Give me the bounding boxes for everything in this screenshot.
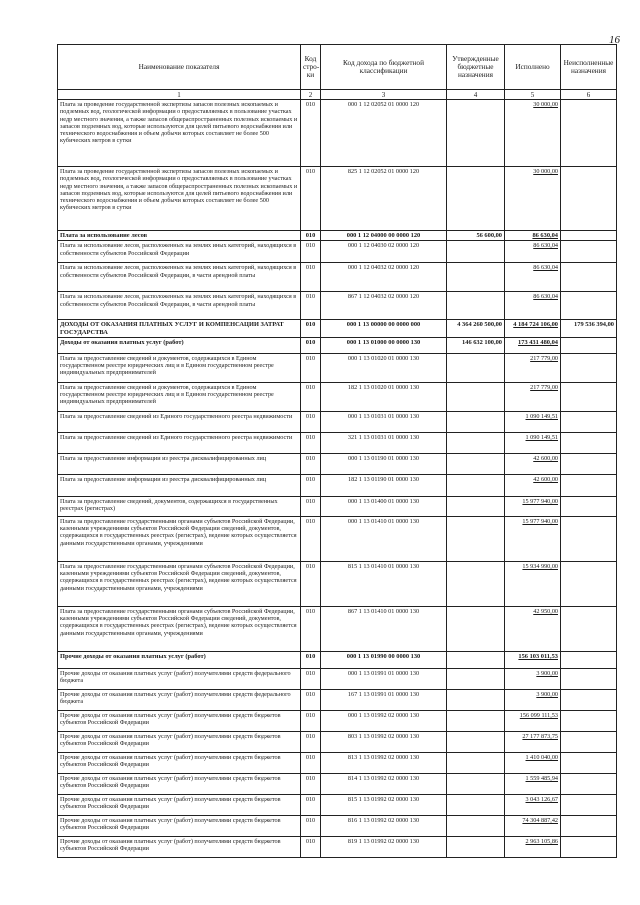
- table-row: [58, 292, 617, 320]
- row-approved: [447, 815, 505, 836]
- row-unexecuted: [561, 411, 617, 432]
- row-executed: 2 963 105,86: [505, 836, 561, 857]
- row-income-code: 000 1 13 01410 01 0000 130: [321, 516, 447, 561]
- row-executed: 42 600,00: [505, 453, 561, 474]
- row-code: 010: [301, 100, 321, 167]
- row-code: 010: [301, 382, 321, 411]
- row-executed: 86 630,04: [505, 263, 561, 292]
- row-approved: [447, 651, 505, 668]
- header-income-code: Код дохода по бюджетной классификации: [321, 45, 447, 90]
- table-row: [58, 731, 617, 752]
- row-unexecuted: [561, 241, 617, 263]
- row-income-code: 000 1 13 00000 00 0000 000: [321, 320, 447, 338]
- column-number: 4: [447, 90, 505, 100]
- row-code: 010: [301, 241, 321, 263]
- row-name: Доходы от оказания платных услуг (работ): [58, 337, 301, 353]
- row-code: 010: [301, 651, 321, 668]
- row-unexecuted: [561, 651, 617, 668]
- row-code: 010: [301, 668, 321, 689]
- row-unexecuted: [561, 561, 617, 606]
- row-approved: [447, 710, 505, 731]
- row-income-code: 000 1 13 01190 01 0000 130: [321, 453, 447, 474]
- row-unexecuted: 179 536 394,00: [561, 320, 617, 338]
- income-table: [57, 44, 617, 858]
- row-code: 010: [301, 561, 321, 606]
- row-approved: [447, 731, 505, 752]
- header-approved: Утвержденные бюджетные назначения: [447, 45, 505, 90]
- row-income-code: 182 1 13 01190 01 0000 130: [321, 474, 447, 496]
- row-name: Прочие доходы от оказания платных услуг (работ) получателями средств бюджетов субъектов Российской Федерации: [58, 752, 301, 773]
- table-row: [58, 337, 617, 353]
- table-row: [58, 516, 617, 561]
- row-approved: [447, 689, 505, 710]
- row-name: Прочие доходы от оказания платных услуг (работ) получателями средств бюджетов субъектов Российской Федерации: [58, 731, 301, 752]
- row-name: Плата за предоставление сведений из Единого государственного реестра недвижимости: [58, 432, 301, 453]
- table-row: [58, 651, 617, 668]
- column-number: 2: [301, 90, 321, 100]
- row-approved: [447, 353, 505, 382]
- row-income-code: 819 1 13 01992 02 0000 130: [321, 836, 447, 857]
- row-name: Прочие доходы от оказания платных услуг (работ) получателями средств федерального бюджета: [58, 668, 301, 689]
- row-name: Плата за предоставление информации из реестра дисквалифицированных лиц: [58, 453, 301, 474]
- row-unexecuted: [561, 353, 617, 382]
- row-income-code: 815 1 13 01992 02 0000 130: [321, 794, 447, 815]
- row-approved: [447, 794, 505, 815]
- row-name: Прочие доходы от оказания платных услуг (работ) получателями средств бюджетов субъектов Российской Федерации: [58, 836, 301, 857]
- row-unexecuted: [561, 752, 617, 773]
- row-executed: 15 934 990,00: [505, 561, 561, 606]
- table-row: [58, 752, 617, 773]
- row-unexecuted: [561, 668, 617, 689]
- row-income-code: 803 1 13 01992 02 0000 130: [321, 731, 447, 752]
- row-executed: 3 900,00: [505, 668, 561, 689]
- header-code: Код стро-ки: [301, 45, 321, 90]
- row-name: Плата за использование лесов, расположенных на землях иных категорий, находящихся в собственности субъектов Российской Федерации, в части арендной платы: [58, 292, 301, 320]
- row-income-code: 000 1 13 01992 02 0000 130: [321, 710, 447, 731]
- row-name: Прочие доходы от оказания платных услуг (работ) получателями средств бюджетов субъектов Российской Федерации: [58, 710, 301, 731]
- row-code: 010: [301, 815, 321, 836]
- row-unexecuted: [561, 292, 617, 320]
- row-code: 010: [301, 411, 321, 432]
- row-income-code: 867 1 13 01410 01 0000 130: [321, 606, 447, 651]
- row-code: 010: [301, 516, 321, 561]
- header-row: [58, 45, 617, 90]
- row-code: 010: [301, 353, 321, 382]
- row-name: Плата за предоставление сведений и документов, содержащихся в Едином государственном реестре юридических лиц и в Едином государственном реестре индивидуальных предпринимателей: [58, 382, 301, 411]
- table-row: [58, 474, 617, 496]
- row-name: Прочие доходы от оказания платных услуг (работ) получателями средств федерального бюджета: [58, 689, 301, 710]
- row-unexecuted: [561, 474, 617, 496]
- row-income-code: 000 1 12 04000 00 0000 120: [321, 231, 447, 241]
- row-approved: [447, 241, 505, 263]
- row-name: Плата за использование лесов: [58, 231, 301, 241]
- column-number: 6: [561, 90, 617, 100]
- row-income-code: 000 1 13 01990 00 0000 130: [321, 651, 447, 668]
- table-row: [58, 263, 617, 292]
- row-approved: [447, 432, 505, 453]
- table-row: [58, 100, 617, 167]
- row-code: 010: [301, 773, 321, 794]
- row-approved: 146 632 100,00: [447, 337, 505, 353]
- row-income-code: 167 1 13 01991 01 0000 130: [321, 689, 447, 710]
- row-unexecuted: [561, 167, 617, 231]
- table-row: [58, 710, 617, 731]
- row-unexecuted: [561, 689, 617, 710]
- row-income-code: 000 1 13 01020 01 0000 130: [321, 353, 447, 382]
- column-number: 3: [321, 90, 447, 100]
- header-executed: Исполнено: [505, 45, 561, 90]
- row-executed: 1 559 485,94: [505, 773, 561, 794]
- row-executed: 30 000,00: [505, 100, 561, 167]
- table-row: [58, 353, 617, 382]
- row-income-code: 000 1 13 01031 01 0000 130: [321, 411, 447, 432]
- row-unexecuted: [561, 337, 617, 353]
- row-name: Плата за предоставление государственными органами субъектов Российской Федерации, казенными учреждениями субъектов Российской Федерации сведений, документов, содержащихся в государственных реестрах (регистрах), ведение которых осуществляется данными государственными органами, учреждениями: [58, 561, 301, 606]
- row-executed: 156 099 111,53: [505, 710, 561, 731]
- table-row: [58, 453, 617, 474]
- row-approved: [447, 263, 505, 292]
- table-row: [58, 606, 617, 651]
- row-unexecuted: [561, 606, 617, 651]
- header-unexecuted: Неисполненные назначения: [561, 45, 617, 90]
- row-executed: 3 043 126,67: [505, 794, 561, 815]
- row-unexecuted: [561, 794, 617, 815]
- row-executed: 4 184 724 106,00: [505, 320, 561, 338]
- table-row: [58, 382, 617, 411]
- row-name: Плата за использование лесов, расположенных на землях иных категорий, находящихся в собственности субъектов Российской Федерации: [58, 241, 301, 263]
- row-code: 010: [301, 167, 321, 231]
- row-name: Плата за предоставление информации из реестра дисквалифицированных лиц: [58, 474, 301, 496]
- row-unexecuted: [561, 496, 617, 516]
- row-executed: 217 779,00: [505, 382, 561, 411]
- row-code: 010: [301, 432, 321, 453]
- row-income-code: 813 1 13 01992 02 0000 130: [321, 752, 447, 773]
- row-executed: 42 600,00: [505, 474, 561, 496]
- row-name: Плата за предоставление сведений из Единого государственного реестра недвижимости: [58, 411, 301, 432]
- row-code: 010: [301, 263, 321, 292]
- header-name: Наименование показателя: [58, 45, 301, 90]
- table-row: [58, 668, 617, 689]
- row-income-code: 000 1 13 01991 01 0000 130: [321, 668, 447, 689]
- row-unexecuted: [561, 263, 617, 292]
- row-code: 010: [301, 836, 321, 857]
- table-body: [58, 100, 617, 858]
- row-income-code: 182 1 13 01020 01 0000 130: [321, 382, 447, 411]
- table-row: [58, 231, 617, 241]
- row-executed: 86 630,04: [505, 292, 561, 320]
- row-executed: 30 000,00: [505, 167, 561, 231]
- row-code: 010: [301, 453, 321, 474]
- table-row: [58, 794, 617, 815]
- table-row: [58, 773, 617, 794]
- row-unexecuted: [561, 710, 617, 731]
- row-code: 010: [301, 231, 321, 241]
- row-executed: 173 431 480,04: [505, 337, 561, 353]
- row-executed: 27 177 873,75: [505, 731, 561, 752]
- row-approved: [447, 292, 505, 320]
- row-unexecuted: [561, 432, 617, 453]
- row-income-code: 321 1 13 01031 01 0000 130: [321, 432, 447, 453]
- table-row: [58, 815, 617, 836]
- row-code: 010: [301, 689, 321, 710]
- row-approved: [447, 453, 505, 474]
- row-executed: 217 779,00: [505, 353, 561, 382]
- row-executed: 1 090 149,51: [505, 411, 561, 432]
- row-name: Плата за использование лесов, расположенных на землях иных категорий, находящихся в собственности субъектов Российской Федерации, в части арендной платы: [58, 263, 301, 292]
- row-unexecuted: [561, 100, 617, 167]
- row-name: Плата за предоставление сведений и документов, содержащихся в Едином государственном реестре юридических лиц и в Едином государственном реестре индивидуальных предпринимателей: [58, 353, 301, 382]
- row-executed: 1 090 149,51: [505, 432, 561, 453]
- row-name: Прочие доходы от оказания платных услуг (работ) получателями средств бюджетов субъектов Российской Федерации: [58, 815, 301, 836]
- column-number-row: [58, 90, 617, 100]
- row-name: Плата за предоставление государственными органами субъектов Российской Федерации, казенными учреждениями субъектов Российской Федерации сведений, документов, содержащихся в государственных реестрах (регистрах), ведение которых осуществляется данными государственными органами, учреждениями: [58, 606, 301, 651]
- column-number: 1: [58, 90, 301, 100]
- row-income-code: 867 1 12 04032 02 0000 120: [321, 292, 447, 320]
- row-code: 010: [301, 474, 321, 496]
- row-income-code: 816 1 13 01992 02 0000 130: [321, 815, 447, 836]
- row-unexecuted: [561, 382, 617, 411]
- row-code: 010: [301, 731, 321, 752]
- row-approved: [447, 561, 505, 606]
- row-unexecuted: [561, 773, 617, 794]
- row-executed: 15 977 940,00: [505, 516, 561, 561]
- row-unexecuted: [561, 516, 617, 561]
- row-name: Прочие доходы от оказания платных услуг (работ) получателями средств бюджетов субъектов Российской Федерации: [58, 794, 301, 815]
- row-unexecuted: [561, 731, 617, 752]
- row-executed: 74 304 887,42: [505, 815, 561, 836]
- column-number: 5: [505, 90, 561, 100]
- row-income-code: 815 1 13 01410 01 0000 130: [321, 561, 447, 606]
- row-name: Прочие доходы от оказания платных услуг (работ): [58, 651, 301, 668]
- row-name: Плата за проведение государственной экспертизы запасов полезных ископаемых и подземных вод, геологической информации о предоставляемых в пользование участках недр местного значения, а также запасов общераспространенных полезных ископаемых и запасов подземных вод, которые используются для целей питьевого водоснабжения или технического водоснабжения и объем добычи которых составляет не более 500 кубических метров в сутки: [58, 100, 301, 167]
- row-approved: [447, 836, 505, 857]
- table-row: [58, 689, 617, 710]
- row-executed: 15 977 940,00: [505, 496, 561, 516]
- table-row: [58, 561, 617, 606]
- row-code: 010: [301, 496, 321, 516]
- row-code: 010: [301, 794, 321, 815]
- row-approved: 56 600,00: [447, 231, 505, 241]
- row-code: 010: [301, 752, 321, 773]
- row-income-code: 825 1 12 02052 01 0000 120: [321, 167, 447, 231]
- row-executed: 156 103 011,53: [505, 651, 561, 668]
- row-executed: 86 630,04: [505, 231, 561, 241]
- row-code: 010: [301, 320, 321, 338]
- table-row: [58, 320, 617, 338]
- row-income-code: 000 1 12 02052 01 0000 120: [321, 100, 447, 167]
- row-approved: [447, 411, 505, 432]
- table-row: [58, 496, 617, 516]
- row-name: Плата за проведение государственной экспертизы запасов полезных ископаемых и подземных вод, геологической информации о предоставляемых в пользование участках недр местного значения, а также запасов общераспространенных полезных ископаемых и запасов подземных вод, которые используются для целей питьевого водоснабжения или технического водоснабжения и объем добычи которых составляет не более 500 кубических метров в сутки: [58, 167, 301, 231]
- row-approved: [447, 167, 505, 231]
- row-name: ДОХОДЫ ОТ ОКАЗАНИЯ ПЛАТНЫХ УСЛУГ И КОМПЕНСАЦИИ ЗАТРАТ ГОСУДАРСТВА: [58, 320, 301, 338]
- table-row: [58, 167, 617, 231]
- table-row: [58, 836, 617, 857]
- row-executed: 86 630,04: [505, 241, 561, 263]
- row-approved: [447, 474, 505, 496]
- row-name: Плата за предоставление государственными органами субъектов Российской Федерации, казенными учреждениями субъектов Российской Федерации сведений, документов, содержащихся в государственных реестрах (регистрах), ведение которых осуществляется данными государственными органами, учреждениями: [58, 516, 301, 561]
- table-row: [58, 432, 617, 453]
- row-approved: 4 364 260 500,00: [447, 320, 505, 338]
- row-unexecuted: [561, 453, 617, 474]
- row-code: 010: [301, 292, 321, 320]
- row-name: Прочие доходы от оказания платных услуг (работ) получателями средств бюджетов субъектов Российской Федерации: [58, 773, 301, 794]
- row-unexecuted: [561, 836, 617, 857]
- row-approved: [447, 773, 505, 794]
- row-approved: [447, 752, 505, 773]
- row-approved: [447, 516, 505, 561]
- row-approved: [447, 496, 505, 516]
- table-row: [58, 241, 617, 263]
- row-income-code: 814 1 13 01992 02 0000 130: [321, 773, 447, 794]
- row-code: 010: [301, 710, 321, 731]
- row-executed: 42 950,00: [505, 606, 561, 651]
- row-approved: [447, 100, 505, 167]
- row-name: Плата за предоставление сведений, документов, содержащихся в государственных реестрах (регистрах): [58, 496, 301, 516]
- table-row: [58, 411, 617, 432]
- page-number: 16: [609, 34, 620, 46]
- row-approved: [447, 668, 505, 689]
- row-income-code: 000 1 12 04032 02 0000 120: [321, 263, 447, 292]
- row-income-code: 000 1 13 01400 01 0000 130: [321, 496, 447, 516]
- row-unexecuted: [561, 815, 617, 836]
- row-income-code: 000 1 12 04030 02 0000 120: [321, 241, 447, 263]
- row-code: 010: [301, 606, 321, 651]
- row-approved: [447, 382, 505, 411]
- row-executed: 3 900,00: [505, 689, 561, 710]
- row-income-code: 000 1 13 01000 00 0000 130: [321, 337, 447, 353]
- row-unexecuted: [561, 231, 617, 241]
- row-approved: [447, 606, 505, 651]
- row-code: 010: [301, 337, 321, 353]
- row-executed: 1 410 040,00: [505, 752, 561, 773]
